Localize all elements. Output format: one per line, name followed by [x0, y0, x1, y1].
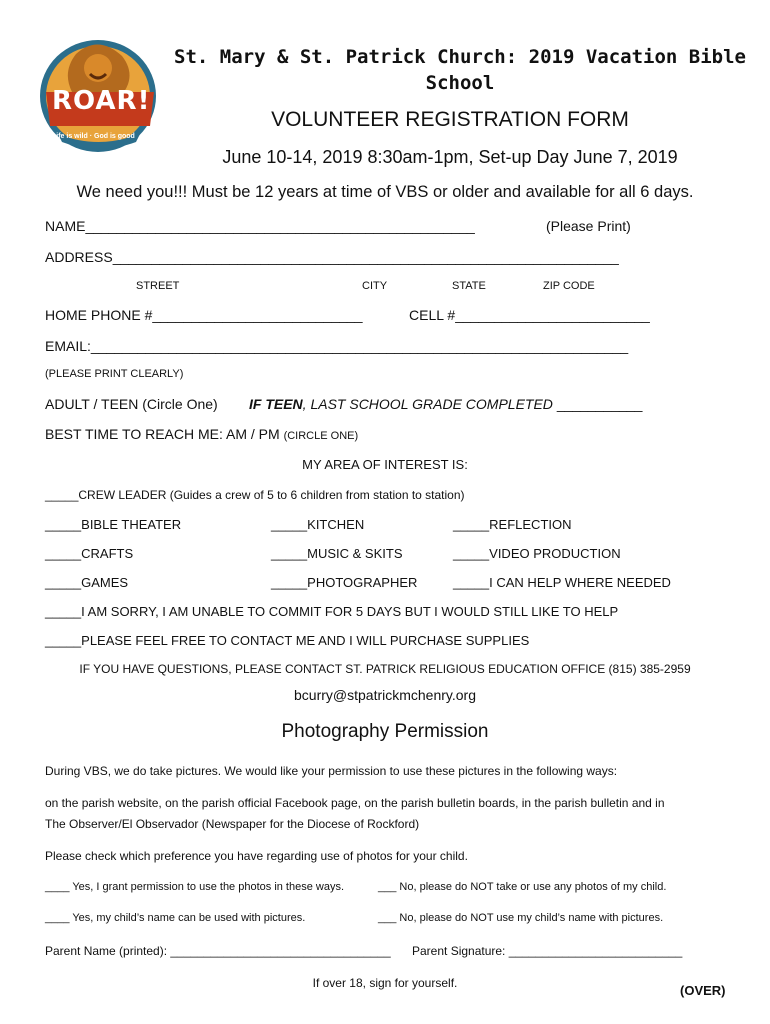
- adult-teen-choice[interactable]: ADULT / TEEN (Circle One): [45, 396, 218, 412]
- photo-intro: During VBS, we do take pictures. We would like your permission to use these pictures in the following ways:: [45, 764, 618, 778]
- name-label: NAME: [45, 218, 86, 234]
- email-line: _____________________________________________________________________: [90, 338, 629, 354]
- logo-text: ROAR!: [52, 86, 151, 116]
- games-option[interactable]: _____GAMES: [45, 575, 129, 590]
- bible-theater-option[interactable]: _____BIBLE THEATER: [45, 517, 182, 532]
- parent-name-field[interactable]: Parent Name (printed): _________________________________: [45, 944, 391, 958]
- help-where-needed-option[interactable]: _____I CAN HELP WHERE NEEDED: [453, 575, 671, 590]
- unable-commit-option[interactable]: _____I AM SORRY, I AM UNABLE TO COMMIT FOR 5 DAYS BUT I WOULD STILL LIKE TO HELP: [45, 604, 619, 619]
- over-18-note: If over 18, sign for yourself.: [312, 976, 458, 990]
- address-field[interactable]: [45, 249, 619, 265]
- interest-heading: MY AREA OF INTEREST IS:: [302, 457, 468, 472]
- circle-one-note: (CIRCLE ONE): [283, 430, 359, 442]
- if-teen-label: IF TEEN: [249, 396, 303, 412]
- name-field[interactable]: [45, 218, 475, 234]
- event-dates: June 10-14, 2019 8:30am-1pm, Set-up Day June 7, 2019: [222, 147, 678, 167]
- address-city-label: CITY: [362, 280, 388, 292]
- home-phone-line: ___________________________: [152, 307, 363, 323]
- photo-uses-line2: The Observer/El Observador (Newspaper for the Diocese of Rockford): [45, 817, 420, 831]
- name-yes-option[interactable]: ____ Yes, my child’s name can be used with pictures.: [45, 912, 306, 924]
- cell-phone-field[interactable]: [409, 307, 650, 323]
- photo-preference-instruction: Please check which preference you have regarding use of photos for your child.: [45, 849, 468, 863]
- teen-grade-field[interactable]: [249, 396, 642, 412]
- parent-signature-field[interactable]: Parent Signature: __________________________: [412, 944, 683, 958]
- page-title: St. Mary & St. Patrick Church: 2019 Vacation Bible School: [174, 46, 746, 94]
- best-time-field[interactable]: [45, 426, 358, 442]
- music-skits-option[interactable]: _____MUSIC & SKITS: [271, 546, 403, 561]
- photographer-option[interactable]: _____PHOTOGRAPHER: [271, 575, 418, 590]
- photo-yes-option[interactable]: ____ Yes, I grant permission to use the photos in these ways.: [45, 881, 345, 893]
- photo-no-option[interactable]: ___ No, please do NOT take or use any photos of my child.: [378, 881, 667, 893]
- email-label: EMAIL:: [45, 338, 91, 354]
- purchase-supplies-option[interactable]: _____PLEASE FEEL FREE TO CONTACT ME AND I WILL PURCHASE SUPPLIES: [45, 633, 530, 648]
- volunteer-requirement: We need you!!! Must be 12 years at time of VBS or older and available for all 6 days.: [76, 183, 694, 201]
- address-line: _________________________________________________________________: [112, 249, 619, 265]
- name-print-note: (Please Print): [546, 218, 631, 234]
- photo-permission-title: Photography Permission: [281, 721, 489, 742]
- questions-contact: IF YOU HAVE QUESTIONS, PLEASE CONTACT ST. PATRICK RELIGIOUS EDUCATION OFFICE (815) 385-2959: [79, 662, 691, 676]
- address-label: ADDRESS: [45, 249, 113, 265]
- contact-email[interactable]: bcurry@stpatrickmchenry.org: [294, 687, 476, 703]
- home-phone-field[interactable]: [45, 307, 363, 323]
- grade-label: , LAST SCHOOL GRADE COMPLETED: [302, 396, 553, 412]
- photo-uses-line1: on the parish website, on the parish official Facebook page, on the parish bulletin boards, in the parish bulletin and in: [45, 796, 665, 810]
- cell-phone-line: _________________________: [455, 307, 650, 323]
- email-field[interactable]: [45, 338, 628, 354]
- best-time-label: BEST TIME TO REACH ME: AM / PM: [45, 426, 280, 442]
- form-subtitle: VOLUNTEER REGISTRATION FORM: [271, 108, 629, 131]
- reflection-option[interactable]: _____REFLECTION: [453, 517, 572, 532]
- cell-phone-label: CELL #: [409, 307, 456, 323]
- logo-tagline: Life is wild · God is good: [52, 133, 135, 140]
- kitchen-option[interactable]: _____KITCHEN: [271, 517, 365, 532]
- address-zip-label: ZIP CODE: [543, 280, 595, 292]
- crew-leader-option[interactable]: _____CREW LEADER (Guides a crew of 5 to 6 children from station to station): [45, 488, 465, 502]
- home-phone-label: HOME PHONE #: [45, 307, 153, 323]
- print-clearly-note: (PLEASE PRINT CLEARLY): [45, 368, 184, 380]
- address-state-label: STATE: [452, 280, 486, 292]
- name-no-option[interactable]: ___ No, please do NOT use my child’s name with pictures.: [378, 912, 664, 924]
- grade-line: ___________: [556, 396, 643, 412]
- address-street-label: STREET: [136, 280, 180, 292]
- crafts-option[interactable]: _____CRAFTS: [45, 546, 134, 561]
- video-production-option[interactable]: _____VIDEO PRODUCTION: [453, 546, 621, 561]
- over-note: (OVER): [680, 983, 726, 998]
- name-line: __________________________________________________: [85, 218, 475, 234]
